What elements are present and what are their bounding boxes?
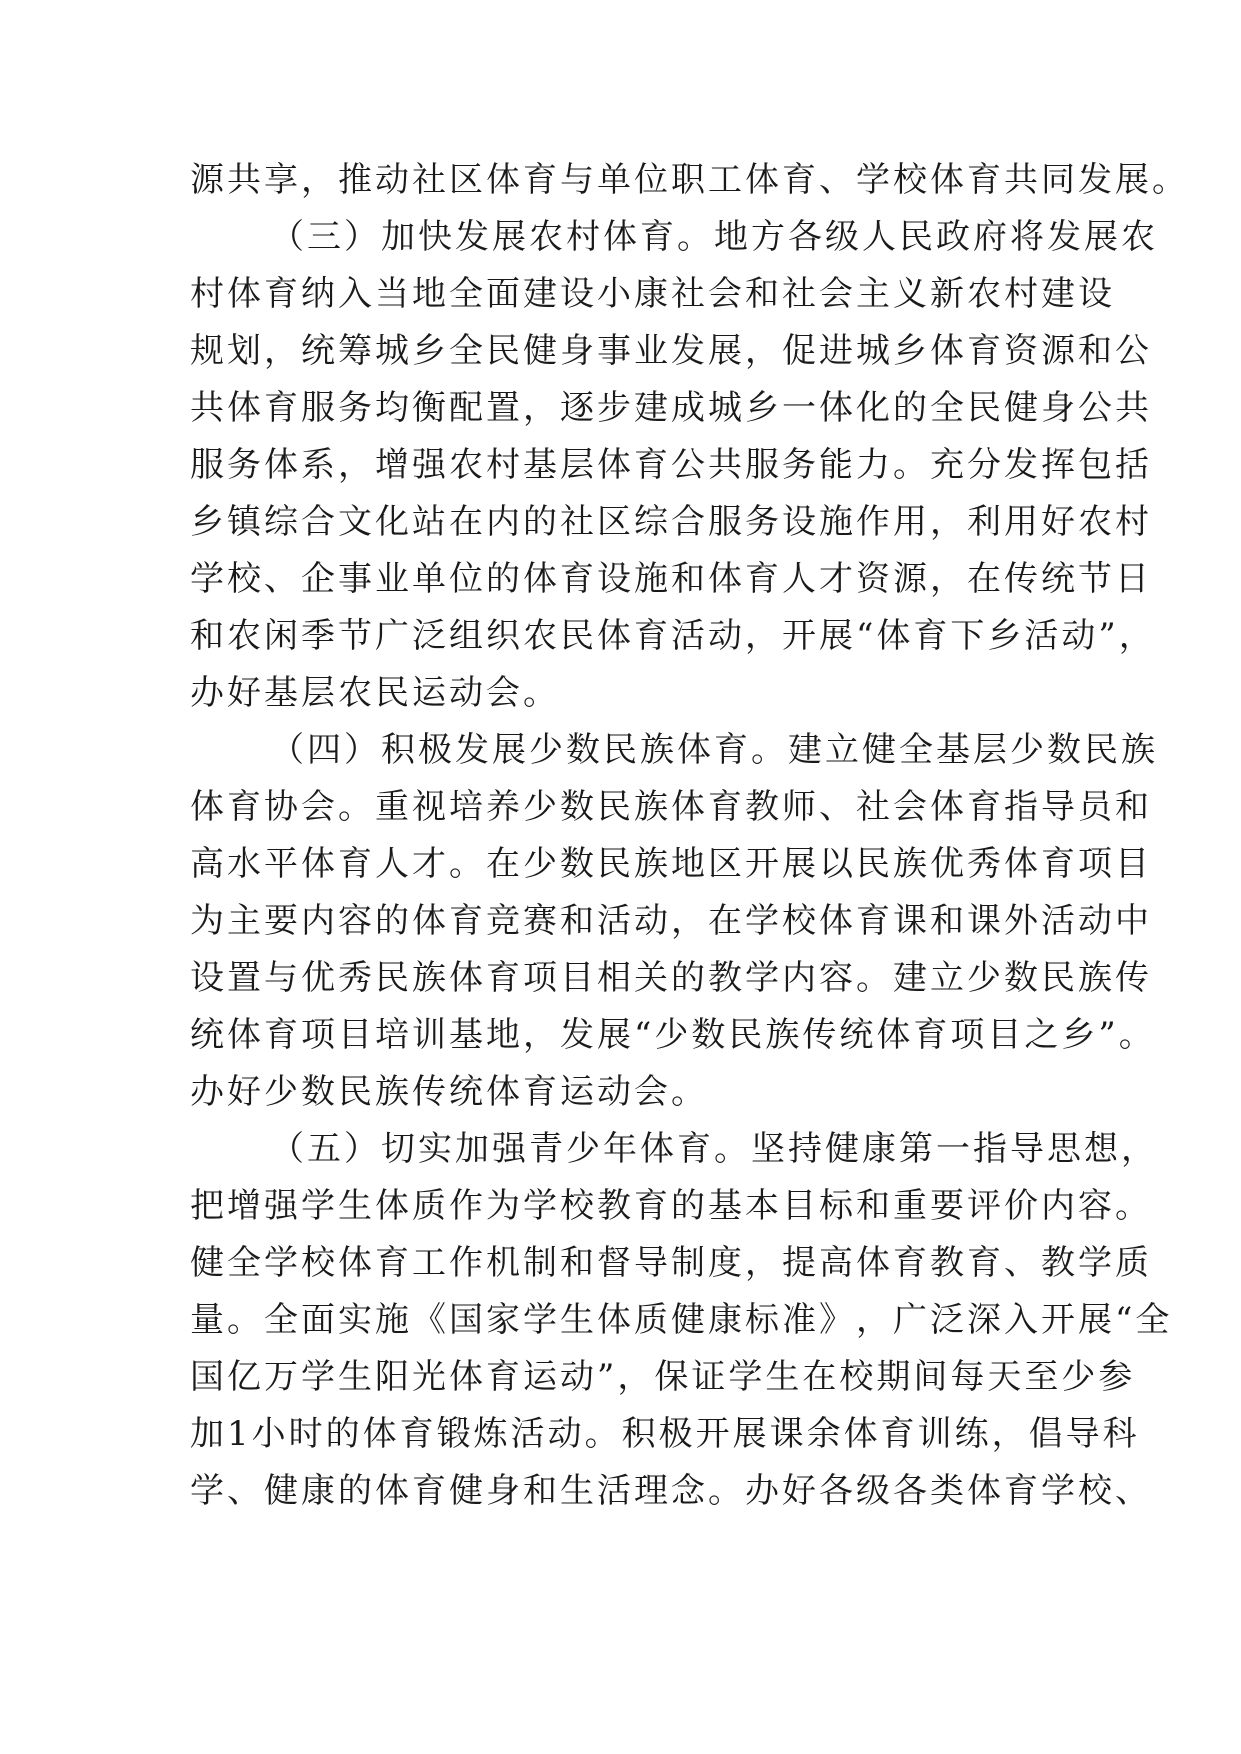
text-line: 办好基层农民运动会。 bbox=[190, 673, 560, 713]
text-line: 高 水 平 体 育 人 才 。 在 少 数 民 族 地 区 开 展 以 民 族 优 秀 体 育 项 目 bbox=[190, 844, 1152, 884]
text-line: 源 共 享 ， 推 动 社 区 体 育 与 单 位 职 工 体 育 、 学 校 体 育 共 同 发 展 。 bbox=[190, 160, 1189, 200]
text-line: 学 、 健 康 的 体 育 健 身 和 生 活 理 念 。 办 好 各 级 各 类 体 育 学 校 、 bbox=[190, 1471, 1152, 1511]
text-line: 学 校 、 企 事 业 单 位 的 体 育 设 施 和 体 育 人 才 资 源 ， 在 传 统 节 日 bbox=[190, 559, 1152, 599]
text-line: 设 置 与 优 秀 民 族 体 育 项 目 相 关 的 教 学 内 容 。 建 立 少 数 民 族 传 bbox=[190, 958, 1152, 998]
text-line: 村 体 育 纳 入 当 地 全 面 建 设 小 康 社 会 和 社 会 主 义 新 农 村 建 设 bbox=[190, 274, 1115, 314]
text-line: 规 划 ， 统 筹 城 乡 全 民 健 身 事 业 发 展 ， 促 进 城 乡 体 育 资 源 和 公 bbox=[190, 331, 1152, 371]
text-line: 和 农 闲 季 节 广 泛 组 织 农 民 体 育 活 动 ， 开 展 “ 体 育 下 乡 活 动 ” ， bbox=[190, 616, 1156, 656]
paragraph-heading-5: （ 五 ） 切 实 加 强 青 少 年 体 育 。 坚 持 健 康 第 一 指 导 思 想 ， bbox=[270, 1129, 1158, 1169]
text-line: 乡 镇 综 合 文 化 站 在 内 的 社 区 综 合 服 务 设 施 作 用 ， 利 用 好 农 村 bbox=[190, 502, 1152, 542]
text-line: 统 体 育 项 目 培 训 基 地 ， 发 展 “ 少 数 民 族 传 统 体 育 项 目 之 乡 ” 。 bbox=[190, 1015, 1156, 1055]
text-line: 共 体 育 服 务 均 衡 配 置 ， 逐 步 建 成 城 乡 一 体 化 的 全 民 健 身 公 共 bbox=[190, 388, 1152, 428]
text-line: 服 务 体 系 ， 增 强 农 村 基 层 体 育 公 共 服 务 能 力 。 充 分 发 挥 包 括 bbox=[190, 445, 1152, 485]
text-line: 体 育 协 会 。 重 视 培 养 少 数 民 族 体 育 教 师 、 社 会 体 育 指 导 员 和 bbox=[190, 787, 1152, 827]
text-line: 为 主 要 内 容 的 体 育 竞 赛 和 活 动 ， 在 学 校 体 育 课 和 课 外 活 动 中 bbox=[190, 901, 1152, 941]
paragraph-heading-4: （ 四 ） 积 极 发 展 少 数 民 族 体 育 。 建 立 健 全 基 层 少 数 民 族 bbox=[270, 730, 1158, 770]
text-line: 量 。 全 面 实 施 《 国 家 学 生 体 质 健 康 标 准 》 ， 广 泛 深 入 开 展 “ 全 bbox=[190, 1300, 1173, 1340]
text-line: 办好少数民族传统体育运动会。 bbox=[190, 1072, 708, 1112]
text-line: 健 全 学 校 体 育 工 作 机 制 和 督 导 制 度 ， 提 高 体 育 教 育 、 教 学 质 bbox=[190, 1243, 1152, 1283]
text-line: 国 亿 万 学 生 阳 光 体 育 运 动 ” ， 保 证 学 生 在 校 期 间 每 天 至 少 参 bbox=[190, 1357, 1136, 1397]
paragraph-heading-3: （ 三 ） 加 快 发 展 农 村 体 育 。 地 方 各 级 人 民 政 府 将 发 展 农 bbox=[270, 217, 1158, 257]
text-line: 加 1 小 时 的 体 育 锻 炼 活 动 。 积 极 开 展 课 余 体 育 训 练 ， 倡 导 科 bbox=[190, 1414, 1140, 1454]
text-line: 把 增 强 学 生 体 质 作 为 学 校 教 育 的 基 本 目 标 和 重 要 评 价 内 容 。 bbox=[190, 1186, 1152, 1226]
